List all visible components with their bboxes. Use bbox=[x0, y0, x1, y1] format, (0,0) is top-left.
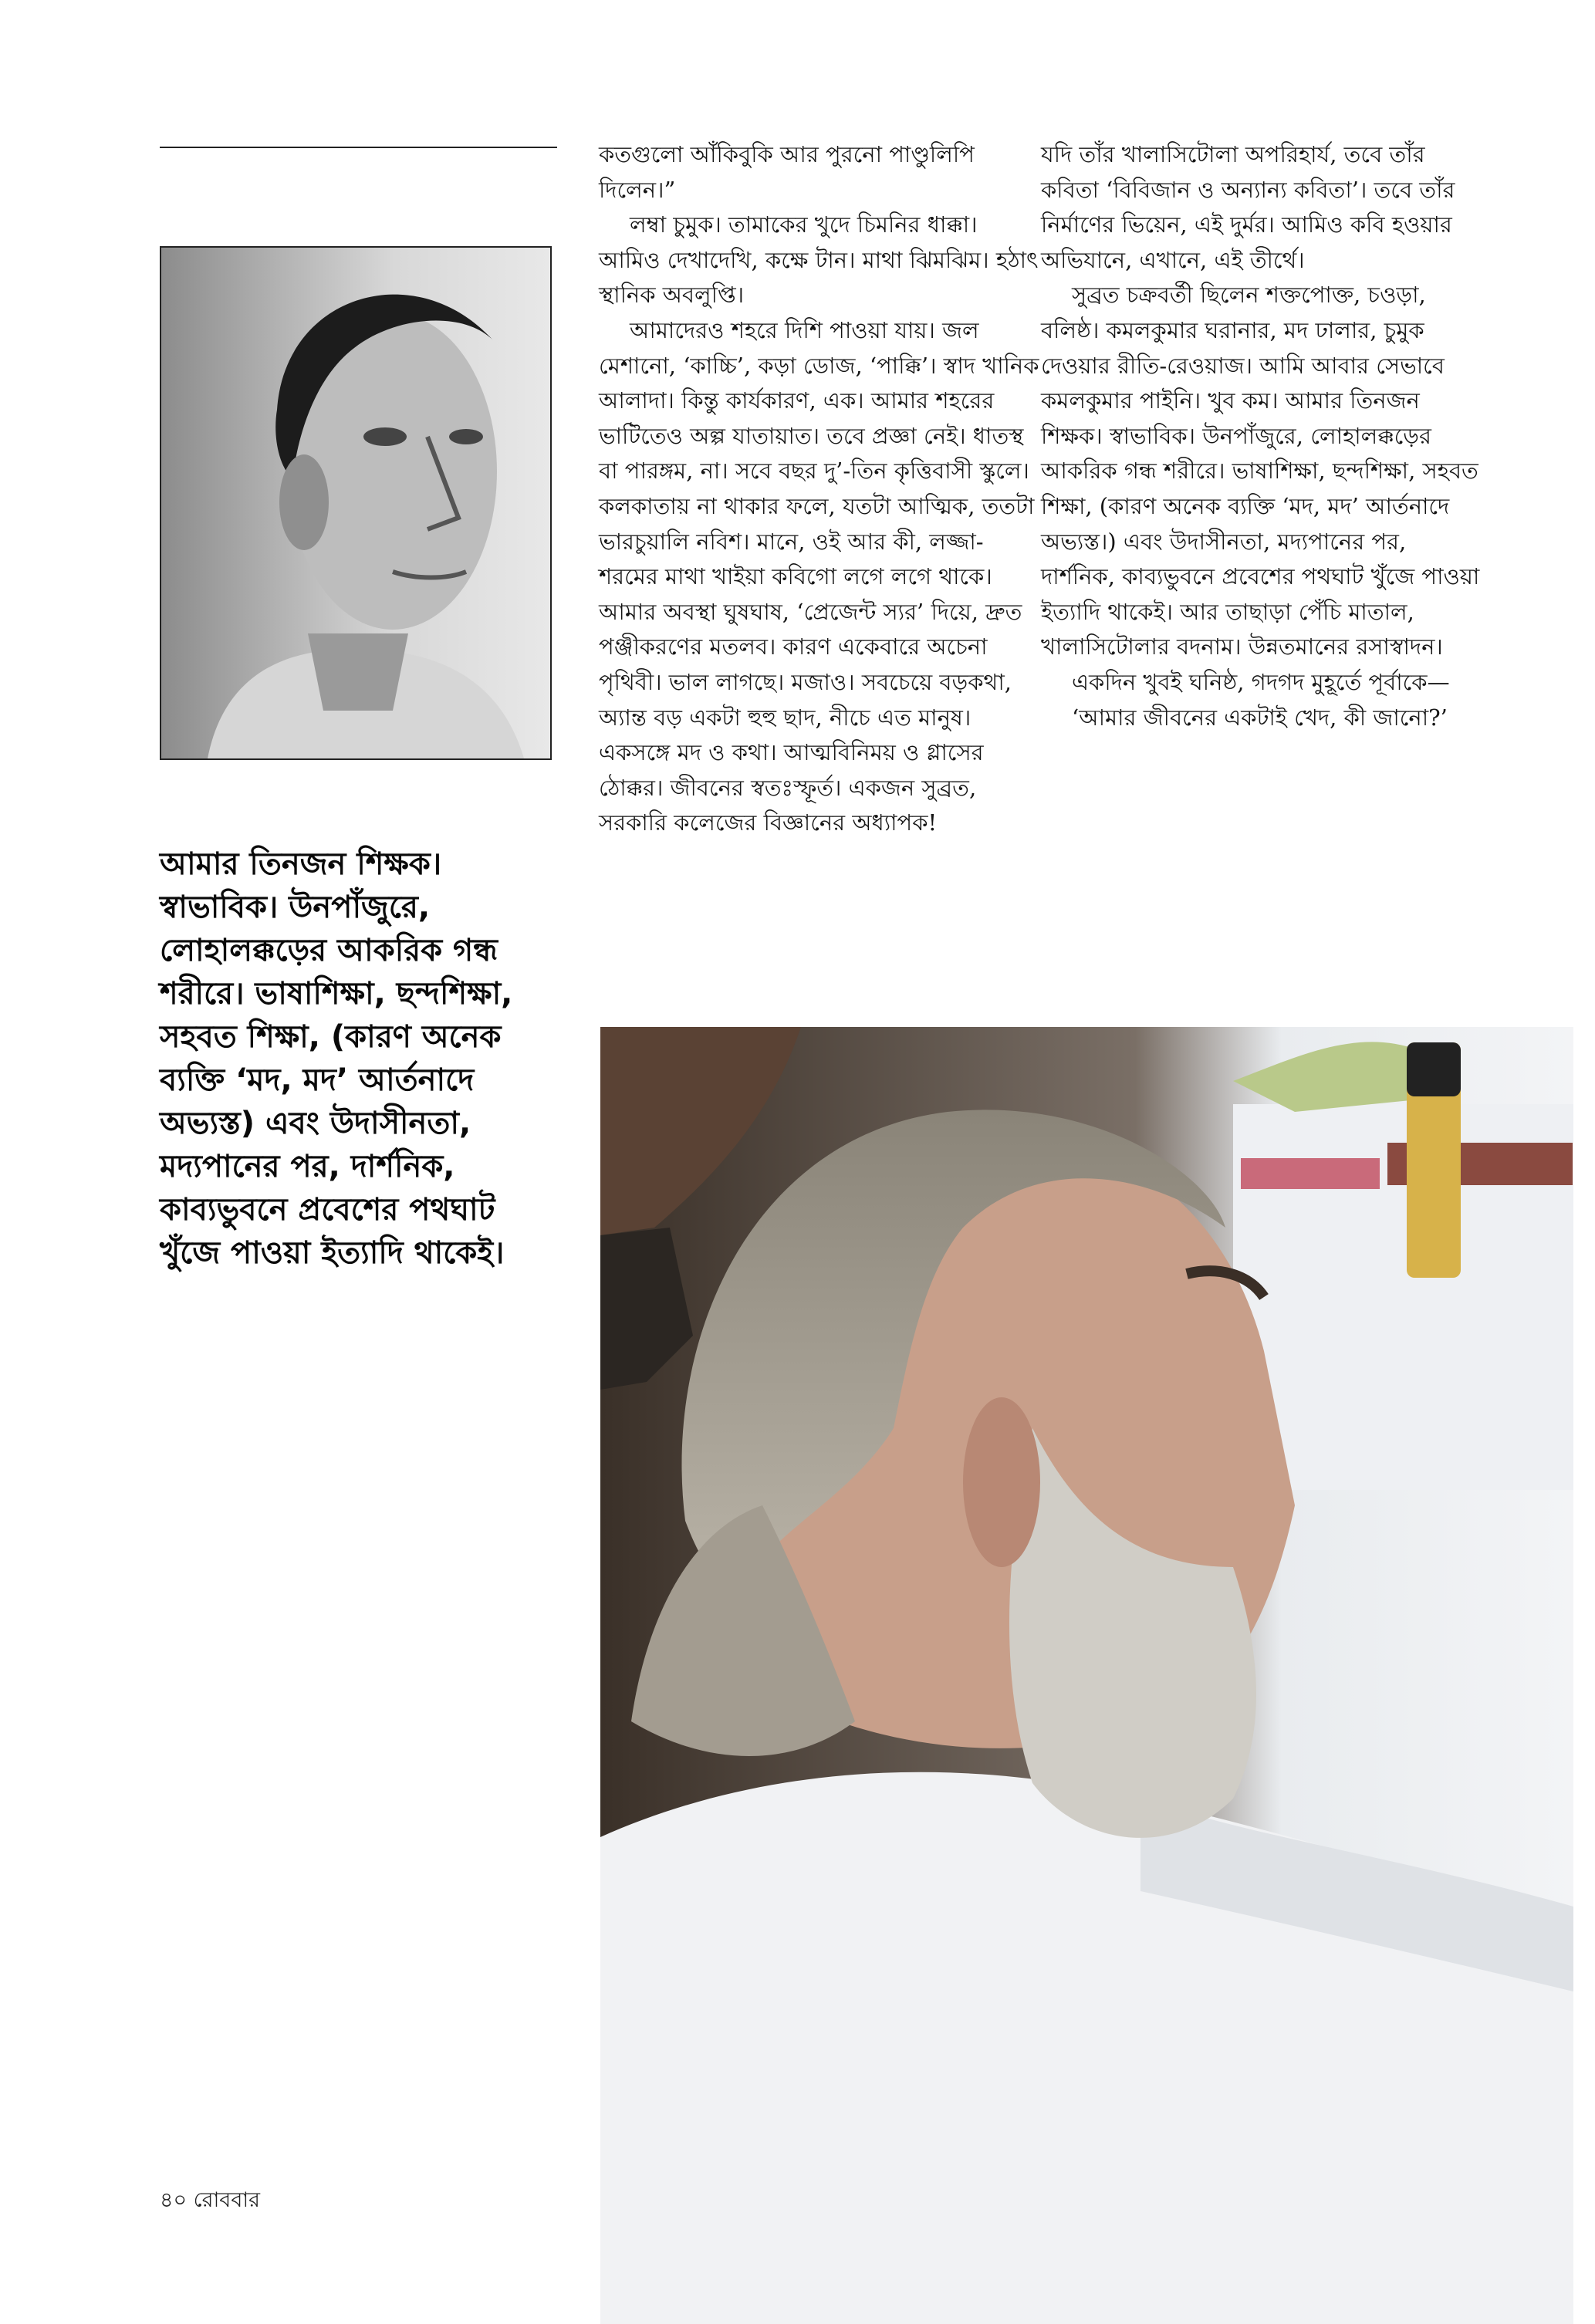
paragraph: সুব্রত চক্রবর্তী ছিলেন শক্তপোক্ত, চওড়া, বলিষ্ঠ। কমলকুমার ঘরানার, মদ ঢালার, চুমুক দেওয়ার রীতি-রেওয়াজ। আমি আবার সেভাবে কমলকুমার পাইনি। খুব কম। আমার তিনজন শিক্ষক। স্বাভাবিক। উনপাঁজুরে, লোহালক্কড়ের আকরিক গন্ধ শরীরে। ভাষাশিক্ষা, ছন্দশিক্ষা, সহবত শিক্ষা, (কারণ অনেক ব্যক্তি ‘মদ, মদ’ আর্তনাদে অভ্যস্ত।) এবং উদাসীনতা, মদ্যপানের পর, দার্শনিক, কাব্যভুবনে প্রবেশের পথঘাট খুঁজে পাওয়া ইত্যাদি থাকেই। আর তাছাড়া পেঁচি মাতাল, খালাসিটোলার বদনাম। উন্নতমানের রসাস্বাদন। bbox=[1041, 282, 1480, 660]
paragraph: কতগুলো আঁকিবুকি আর পুরনো পাণ্ডুলিপি দিলেন।” bbox=[599, 141, 975, 203]
paragraph: আমাদেরও শহরে দিশি পাওয়া যায়। জল মেশানো, ‘কাচ্চি’, কড়া ডোজ, ‘পাক্কি’। স্বাদ খানিক আলাদা। কিন্তু কার্যকারণ, এক। আমার শহরের ভাটিতেও অল্প যাতায়াত। তবে প্রজ্ঞা নেই। ধাতস্থ বা পারঙ্গম, না। সবে বছর দু’-তিন কৃত্তিবাসী স্কুলে। কলকাতায় না থাকার ফলে, যতটা আত্মিক, ততটা ভারচুয়ালি নবিশ। মানে, ওই আর কী, লজ্জা-শরমের মাথা খাইয়া কবিগো লগে লগে থাকে। আমার অবস্থা ঘুষঘাষ, ‘প্রেজেন্ট স্যর’ দিয়ে, দ্রুত পঞ্জীকরণের মতলব। কারণ একেবারে অচেনা পৃথিবী। ভাল লাগছে। মজাও। সবচেয়ে বড়কথা, অ্যান্ত বড় একটা হুহু ছাদ, নীচে এত মানুষ। একসঙ্গে মদ ও কথা। আত্মবিনিময় ও গ্লাসের ঠোক্কর। জীবনের স্বতঃস্ফূর্ত। একজন সুব্রত, সরকারি কলেজের বিজ্ঞানের অধ্যাপক! bbox=[599, 316, 1039, 836]
article-column-2 bbox=[1041, 137, 1481, 735]
page-footer: ৪০ রোববার bbox=[160, 2188, 261, 2212]
paragraph: লম্বা চুমুক। তামাকের খুদে চিমনির ধাক্কা। আমিও দেখাদেখি, কক্ষে টান। মাথা ঝিমঝিম। হঠাৎ স্থানিক অবলুপ্তি। bbox=[599, 211, 1039, 309]
feature-photo bbox=[600, 1027, 1573, 2324]
paragraph: যদি তাঁর খালাসিটোলা অপরিহার্য, তবে তাঁর কবিতা ‘বিবিজান ও অন্যান্য কবিতা’। তবে তাঁর নির্মাণের ভিয়েন, এই দুর্মর। আমিও কবি হওয়ার অভিযানে, এখানে, এই তীর্থে। bbox=[1041, 141, 1455, 273]
pull-quote: আমার তিনজন শিক্ষক। স্বাভাবিক। উনপাঁজুরে, লোহালক্কড়ের আকরিক গন্ধ শরীরে। ভাষাশিক্ষা, ছন্দশিক্ষা, সহবত শিক্ষা, (কারণ অনেক ব্যক্তি ‘মদ, মদ’ আর্তনাদে অভ্যস্ত) এবং উদাসীনতা, মদ্যপানের পর, দার্শনিক, কাব্যভুবনে প্রবেশের পথঘাট খুঁজে পাওয়া ইত্যাদি থাকেই। bbox=[160, 846, 513, 1271]
portrait-image bbox=[161, 248, 550, 758]
paragraph: একদিন খুবই ঘনিষ্ঠ, গদগদ মুহূর্তে পূর্বাকে— bbox=[1072, 668, 1450, 695]
header-rule bbox=[160, 147, 557, 148]
paragraph: ‘আমার জীবনের একটাই খেদ, কী জানো?’ bbox=[1072, 704, 1448, 731]
feature-image bbox=[600, 1027, 1573, 2324]
portrait-photo bbox=[160, 246, 552, 760]
article-column-1 bbox=[599, 137, 1042, 841]
